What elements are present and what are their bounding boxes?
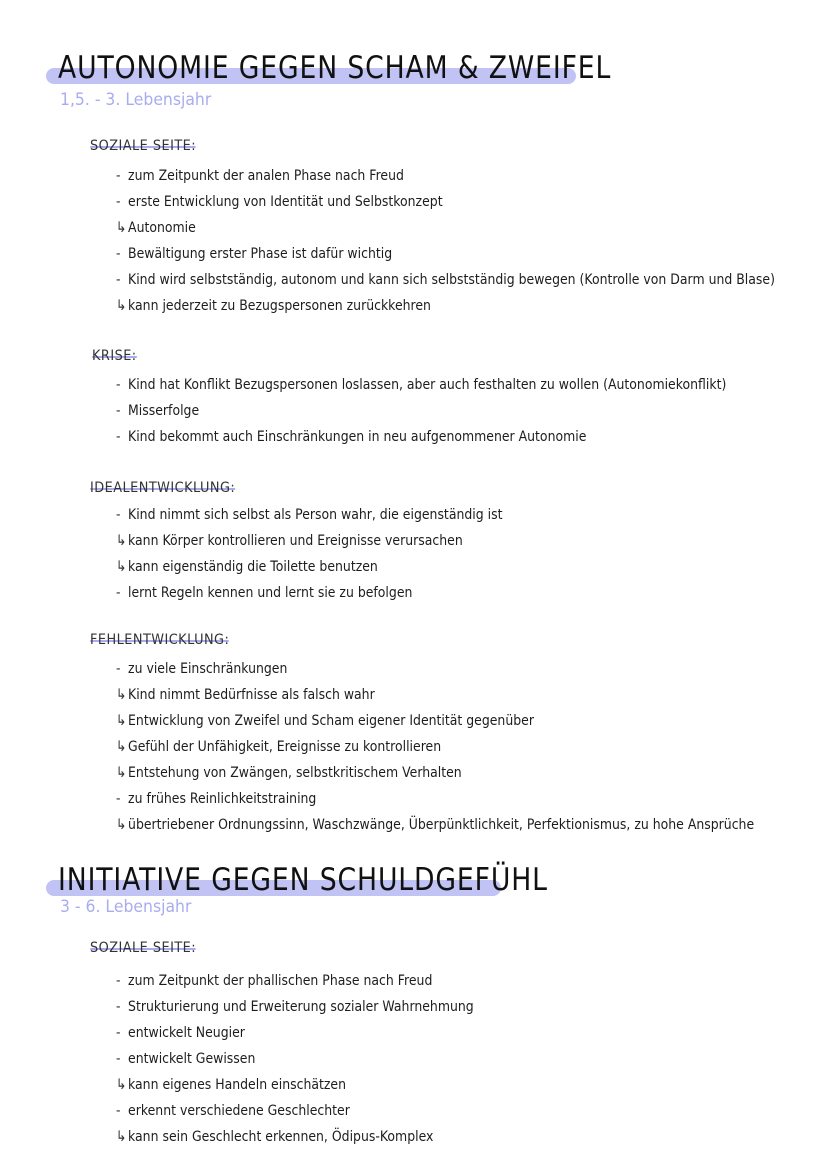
section-1-krise-list — [116, 372, 826, 450]
list-item: - Misserfolge — [116, 403, 200, 419]
list-item: - erkennt verschiedene Geschlechter — [116, 1103, 350, 1119]
list-item: ↳ Kind nimmt Bedürfnisse als falsch wahr — [116, 687, 375, 703]
list-item: ↳ Entstehung von Zwängen, selbstkritischem Verhalten — [116, 765, 462, 781]
list-item: ↳ kann eigenes Handeln einschätzen — [116, 1077, 347, 1093]
list-item: - erste Entwicklung von Identität und Selbstkonzept — [116, 194, 443, 210]
section-1-heading-fehlentwicklung: FEHLENTWICKLUNG: — [90, 632, 230, 648]
list-item: - zu viele Einschränkungen — [116, 661, 288, 677]
list-item: ↳ kann eigenständig die Toilette benutzen — [116, 559, 378, 575]
section-2-title-block — [46, 862, 630, 898]
section-2-heading-soziale-seite: SOZIALE SEITE: — [90, 940, 197, 956]
section-1-title-block — [46, 50, 703, 86]
list-item: - Kind hat Konflikt Bezugspersonen loslassen, aber auch festhalten zu wollen (Autonomiekonflikt) — [116, 377, 727, 393]
list-item: - entwickelt Neugier — [116, 1025, 245, 1041]
list-item: - Strukturierung und Erweiterung sozialer Wahrnehmung — [116, 999, 474, 1015]
section-2-title: INITIATIVE GEGEN SCHULDGEFÜHL — [58, 862, 548, 898]
section-1-heading-krise: KRISE: — [92, 348, 137, 364]
list-item: ↳ Entwicklung von Zweifel und Scham eigener Identität gegenüber — [116, 713, 534, 729]
list-item: - entwickelt Gewissen — [116, 1051, 256, 1067]
list-item: - lernt Regeln kennen und lernt sie zu befolgen — [116, 585, 413, 601]
list-item: ↳ kann jederzeit zu Bezugspersonen zurückkehren — [116, 298, 431, 314]
list-item: ↳ kann Körper kontrollieren und Ereignisse verursachen — [116, 533, 463, 549]
list-item: - zu frühes Reinlichkeitstraining — [116, 791, 317, 807]
list-item: ↳ Gefühl der Unfähigkeit, Ereignisse zu kontrollieren — [116, 739, 442, 755]
section-1-idealentwicklung-list — [116, 502, 565, 606]
list-item: - Bewältigung erster Phase ist dafür wichtig — [116, 246, 393, 262]
section-1-soziale-seite-list — [116, 163, 828, 319]
list-item: - zum Zeitpunkt der phallischen Phase nach Freud — [116, 973, 433, 989]
list-item: - zum Zeitpunkt der analen Phase nach Freud — [116, 168, 404, 184]
list-item: ↳ kann sein Geschlecht erkennen, Ödipus-Komplex — [116, 1129, 434, 1145]
list-item: - Kind bekommt auch Einschränkungen in neu aufgenommener Autonomie — [116, 429, 587, 445]
section-2-age: 3 - 6. Lebensjahr — [60, 897, 192, 917]
list-item: - Kind nimmt sich selbst als Person wahr, die eigenständig ist — [116, 507, 503, 523]
section-1-heading-soziale-seite: SOZIALE SEITE: — [90, 138, 197, 154]
section-1-age: 1,5. - 3. Lebensjahr — [60, 90, 212, 110]
section-1-heading-idealentwicklung: IDEALENTWICKLUNG: — [90, 480, 236, 496]
section-1-title: AUTONOMIE GEGEN SCHAM & ZWEIFEL — [58, 50, 612, 86]
list-item: ↳ Autonomie — [116, 220, 196, 236]
section-1-fehlentwicklung-list — [116, 656, 828, 838]
list-item: ↳ übertriebener Ordnungssinn, Waschzwänge, Überpünktlichkeit, Perfektionismus, zu hohe Ansprüche — [116, 817, 755, 833]
list-item: - Kind wird selbstständig, autonom und kann sich selbstständig bewegen (Kontrolle von Darm und Blase) — [116, 272, 775, 288]
section-2-soziale-seite-list — [116, 968, 532, 1150]
